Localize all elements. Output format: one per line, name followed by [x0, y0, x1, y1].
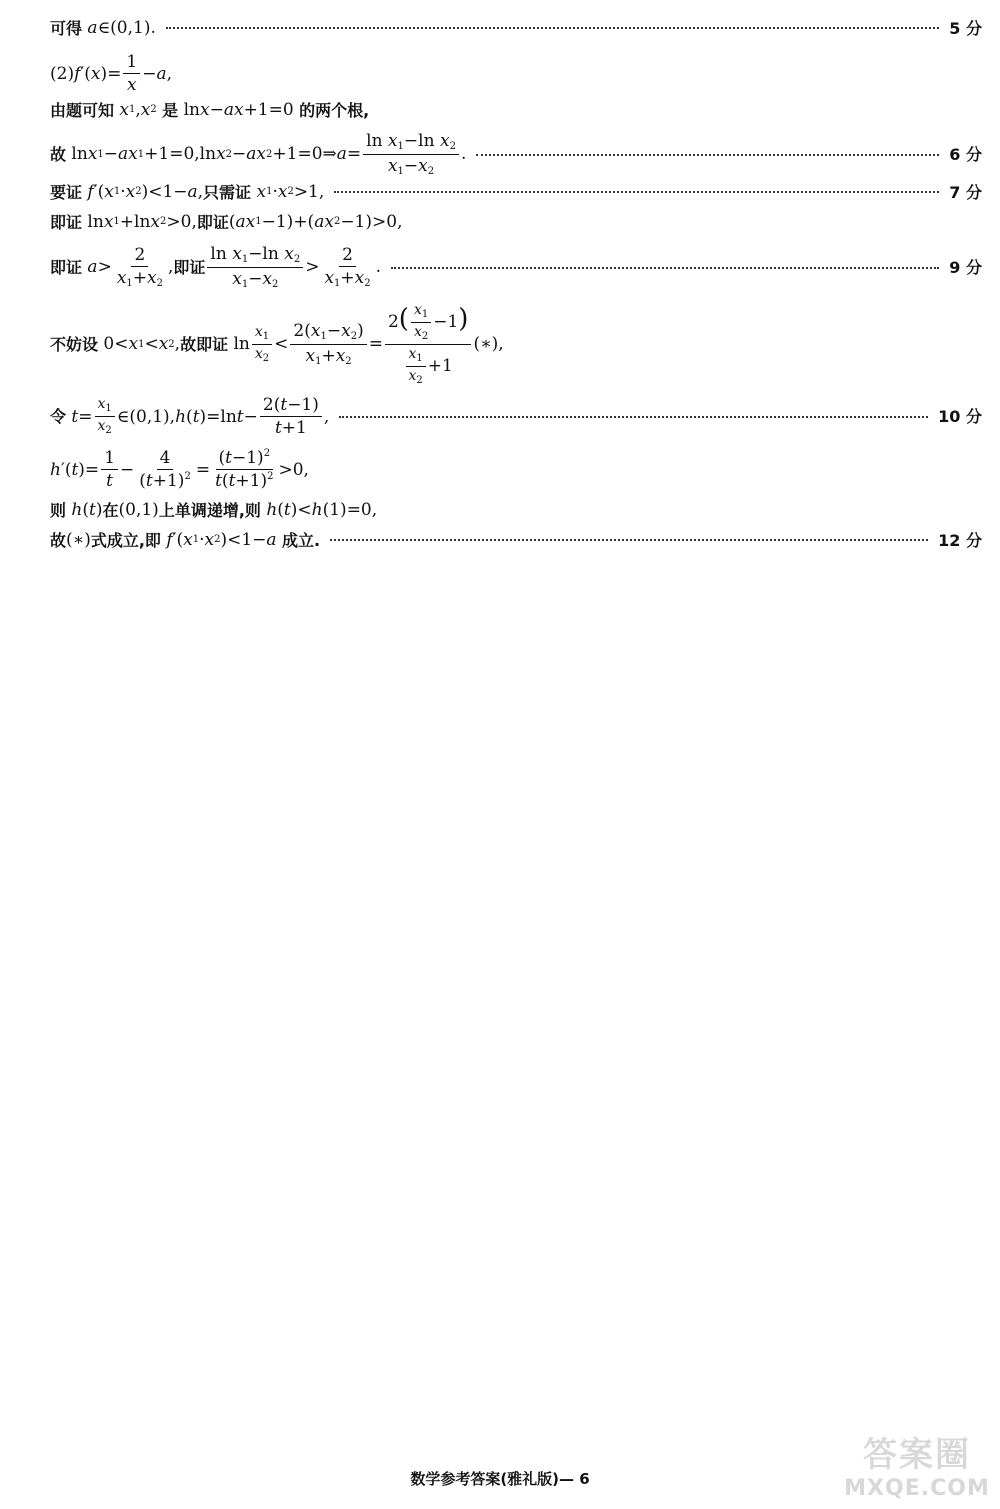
solution-line-3 [50, 100, 982, 120]
page-footer: 数学参考答案(雅礼版)— 6 [410, 1470, 590, 1488]
leader-dots [476, 154, 939, 156]
line-5-expression: 要证 f ′( x 1 · x 2 )<1− a , 只需证 x 1 · x 2 >1, [50, 182, 325, 202]
line-9-expression: 令 t = $\frac{x_1}{x_2}$ ∈(0,1), h ( t )=ln t − $\frac{2(t-1)}{t+1}$ , [50, 395, 330, 439]
line-12-expression: 故 (∗) 式成立,即 f ′( x 1 · x 2 )<1− a 成立. [50, 530, 321, 550]
solution-line-8 [50, 302, 982, 387]
solution-line-7 [50, 244, 982, 291]
score-mark: 9 分 [949, 257, 982, 277]
line-8-expression: 不妨设 0< x 1 < x 2 , 故即证 ln $\frac{x_1}{x_2}$ < $\frac{2(x_1-x_2)}{x_1+x_2}$ = 2( $\frac{x_1}{x_2}$ −1) $\frac{x_1}{x_2}$ +1 (∗), [50, 302, 504, 386]
score-mark: 12 分 [938, 530, 982, 550]
line-3-expression: 由题可知 x 1 , x 2 是 ln x − ax +1=0 的两个根, [50, 100, 370, 120]
solution-line-4 [50, 131, 982, 178]
line-7-expression: 即证 a > $\frac{2}{x_1+x_2}$ , 即证 $\frac{\ln x_1-\ln x_2}{x_1-x_2}$ > $\frac{2}{x_1+x_2}$ . [50, 244, 382, 290]
solution-line-10 [50, 448, 982, 492]
solution-line-6 [50, 212, 982, 232]
solution-line-2 [50, 52, 982, 96]
line-1-expression: 可得 a ∈(0,1). [50, 18, 156, 38]
line-4-expression: 故 ln x 1 − ax 1 +1=0,ln x 2 − ax 2 +1=0⇒ a = $\frac{\ln x_1-\ln x_2}{x_1-x_2}$ . [50, 131, 467, 177]
solution-line-5 [50, 182, 982, 202]
leader-dots [330, 539, 928, 541]
watermark-domain: MXQE.COM [844, 1476, 990, 1501]
line-2-expression: (2) f ′( x )= $\frac{1}{x}$ − a , [50, 52, 172, 96]
watermark-text: 答案圈 [863, 1435, 971, 1475]
watermark-logo [842, 1427, 992, 1501]
line-6-expression: 即证 ln x 1 +ln x 2 >0, 即证 ( ax 1 −1)+( ax 2 −1)>0, [50, 212, 403, 232]
line-10-expression: h ′( t )= $\frac{1}{t}$ − $\frac{4}{(t+1)^2}$ = $\frac{(t-1)^2}{t(t+1)^2}$ >0, [50, 448, 309, 492]
solution-line-9 [50, 395, 982, 439]
solution-line-11 [50, 500, 982, 520]
leader-dots [166, 27, 939, 29]
leader-dots [339, 416, 928, 418]
score-mark: 6 分 [949, 144, 982, 164]
solution-line-1 [50, 18, 982, 38]
solution-line-12 [50, 530, 982, 550]
leader-dots [334, 191, 939, 193]
score-mark: 5 分 [949, 18, 982, 38]
score-mark: 10 分 [938, 407, 982, 427]
line-11-expression: 则 h ( t ) 在 (0,1) 上单调递增,则 h ( t )< h (1)=0, [50, 500, 378, 520]
score-mark: 7 分 [949, 182, 982, 202]
leader-dots [391, 267, 939, 269]
